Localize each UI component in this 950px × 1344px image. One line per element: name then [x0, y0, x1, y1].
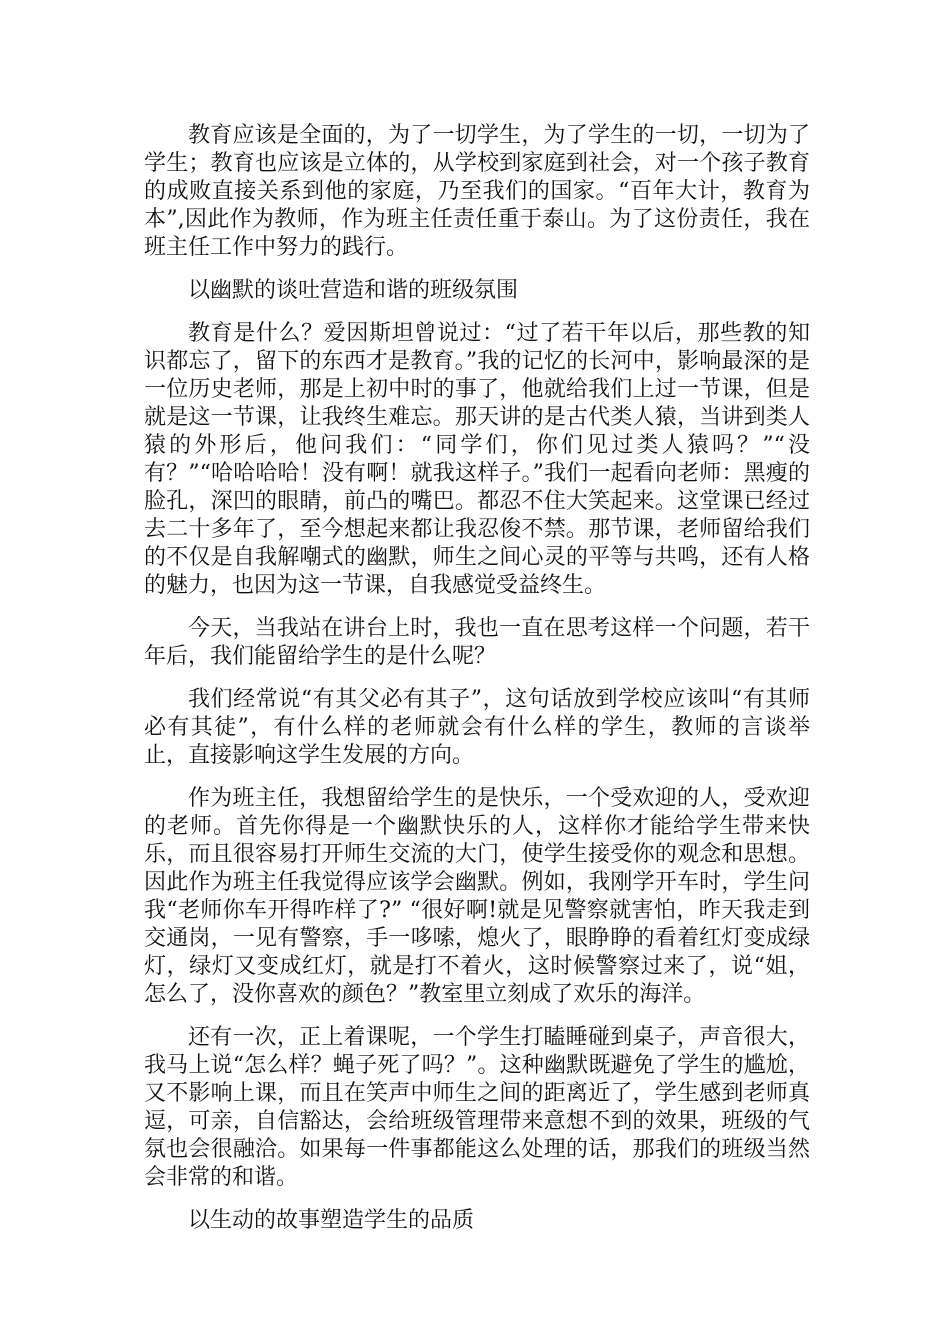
classroom-humor-paragraph: 还有一次，正上着课呢，一个学生打瞌睡碰到桌子，声音很大，我马上说“怎么样？蝇子死了吗？”。这种幽默既避免了学生的尴尬，又不影响上课，而且在笑声中师生之间的距离近了，学生感到老师真逗，可亲，自信豁达，会给班级管理带来意想不到的效果，班级的气氛也会很融洽。如果每一件事都能这么处理的话，那我们的班级当然会非常的和谐。 — [144, 1025, 810, 1190]
driving-story-paragraph: 作为班主任，我想留给学生的是快乐，一个受欢迎的人，受欢迎的老师。首先你得是一个幽默快乐的人，这样你才能给学生带来快乐，而且很容易打开师生交流的大门，使学生接受你的观念和思想。因此作为班主任我觉得应该学会幽默。例如，我刚学开车时，学生问我“老师你车开得咋样了?” “很好啊!就是见警察就害怕，昨天我走到交通岗，一见有警察，手一哆嗦，熄火了，眼睁睁的看着红灯变成绿灯，绿灯又变成红灯，就是打不着火，这时候警察过来了，说“姐，怎么了，没你喜欢的颜色？”教室里立刻成了欢乐的海洋。 — [144, 786, 810, 1007]
reflection-paragraph: 今天，当我站在讲台上时，我也一直在思考这样一个问题，若干年后，我们能留给学生的是什么呢？ — [144, 616, 810, 669]
document-page — [144, 122, 810, 1250]
teacher-influence-paragraph: 我们经常说“有其父必有其子”，这句话放到学校应该叫“有其师必有其徒”，有什么样的老师就会有什么样的学生，教师的言谈举止，直接影响这学生发展的方向。 — [144, 687, 810, 768]
history-teacher-paragraph: 教育是什么？爱因斯坦曾说过：“过了若干年以后，那些教的知识都忘了，留下的东西才是教育。”我的记忆的长河中，影响最深的是一位历史老师，那是上初中时的事了，他就给我们上过一节课，但是就是这一节课，让我终生难忘。那天讲的是古代类人猿，当讲到类人猿的外形后，他问我们：“同学们，你们见过类人猿吗？”“没有？”“哈哈哈哈！没有啊！就我这样子。”我们一起看向老师：黑瘦的脸孔，深凹的眼睛，前凸的嘴巴。都忍不住大笑起来。这堂课已经过去二十多年了，至今想起来都让我忍俊不禁。那节课，老师留给我们的不仅是自我解嘲式的幽默，师生之间心灵的平等与共鸣，还有人格的魅力，也因为这一节课，自我感觉受益终生。 — [144, 321, 810, 598]
section-heading-humor: 以幽默的谈吐营造和谐的班级氛围 — [188, 278, 519, 303]
section-heading-stories: 以生动的故事塑造学生的品质 — [188, 1208, 475, 1233]
intro-paragraph: 教育应该是全面的，为了一切学生，为了学生的一切，一切为了学生；教育也应该是立体的，从学校到家庭到社会，对一个孩子教育的成败直接关系到他的家庭，乃至我们的国家。“百年大计，教育为本”,因此作为教师，作为班主任责任重于泰山。为了这份责任，我在班主任工作中努力的践行。 — [144, 123, 810, 260]
